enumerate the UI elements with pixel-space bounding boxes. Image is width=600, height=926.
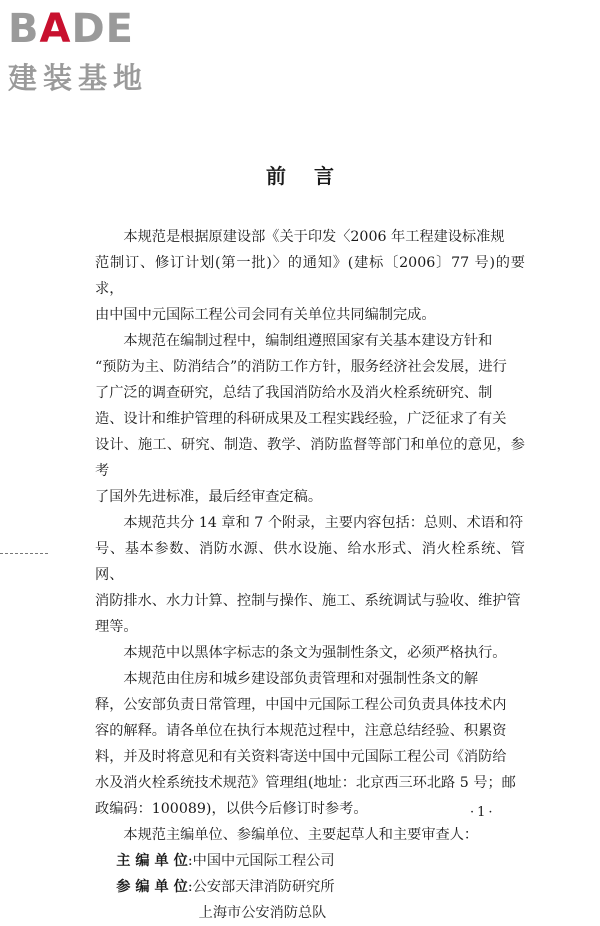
- chief-editor-label: 主 编 单 位: [116, 853, 188, 869]
- paragraph: 本规范中以黑体字标志的条文为强制性条文，必须严格执行。: [123, 645, 507, 661]
- margin-mark: [0, 553, 48, 554]
- participating-label: 参 编 单 位: [116, 879, 188, 895]
- paragraph: 本规范由住房和城乡建设部负责管理和对强制性条文的解 释，公安部负责日常管理，中国中元国际工程公司负责具体技术内 容的解释。请各单位在执行本规范过程中，注意总结经验、积累资 料，并及时将意见和有关资料寄送中国中元国际工程公司《消防给 水及消火栓系统技术规范》管理组(地址：北京西三环北路 5 号；邮 政编码：100089)，以供今后修订时参考。: [95, 671, 516, 817]
- logo: [8, 6, 178, 106]
- paragraph: 本规范在编制过程中，编制组遵照国家有关基本建设方针和 “预防为主、防消结合”的消防工作方针，服务经济社会发展，进行 了广泛的调查研究，总结了我国消防给水及消火栓系统研究、制 造、设计和维护管理的科研成果及工程实践经验，广泛征求了有关 设计、施工、研究、制造、教学、消防监督等部门和单位的意见，参考 了国外先进标准，最后经审查定稿。: [95, 333, 525, 505]
- participating-value-2: 上海市公安消防总队: [198, 905, 327, 921]
- logo-subtitle: 建装基地: [8, 61, 149, 95]
- participating-unit-2: [95, 900, 525, 926]
- page-number: ·1·: [470, 805, 496, 820]
- paragraph: 本规范是根据原建设部《关于印发〈2006 年工程建设标准规 范制订、修订计划(第一批)〉的通知》(建标〔2006〕77 号)的要求， 由中国中元国际工程公司会同有关单位共同编制完成。: [95, 229, 525, 323]
- chief-editor-unit: [95, 848, 525, 874]
- logo-mark: [8, 6, 178, 52]
- participating-unit: [95, 874, 525, 900]
- page-title: 前言: [266, 164, 362, 188]
- logo-mark-text: BADE: [8, 6, 134, 52]
- paragraph: 本规范主编单位、参编单位、主要起草人和主要审查人：: [123, 827, 479, 843]
- logo-accent-letter: A: [39, 6, 72, 52]
- paragraph: 本规范共分 14 章和 7 个附录，主要内容包括：总则、术语和符 号、基本参数、消防水源、供水设施、给水形式、消火栓系统、管网、 消防排水、水力计算、控制与操作、施工、系统调试与验收、维护管 理等。: [95, 515, 525, 635]
- chief-editor-value: :中国中元国际工程公司: [187, 853, 335, 869]
- document-body: [95, 224, 525, 926]
- participating-value: :公安部天津消防研究所: [187, 879, 335, 895]
